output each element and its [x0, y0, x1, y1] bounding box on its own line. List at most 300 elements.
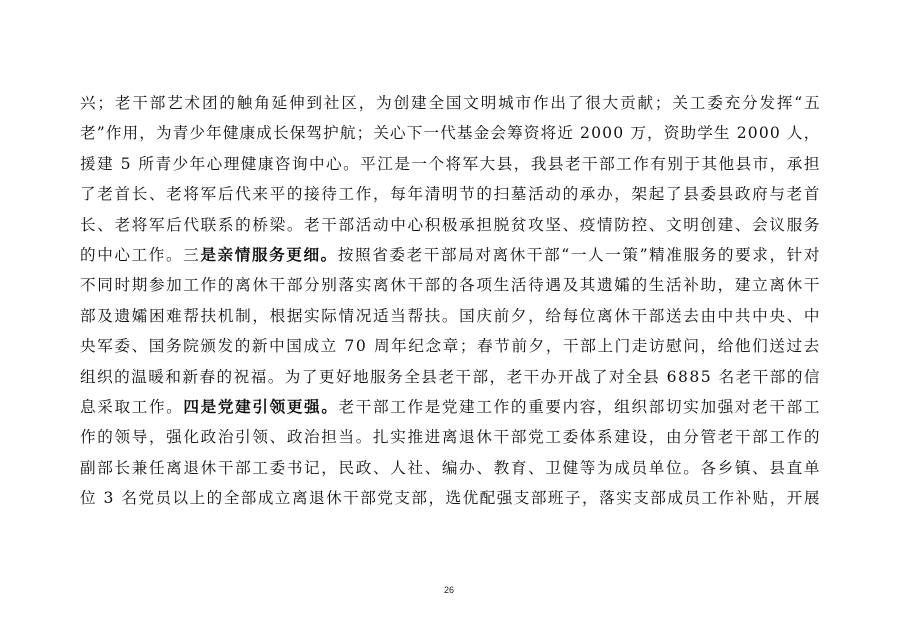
- text-char: 、: [97, 215, 114, 234]
- text-char: 对: [608, 367, 625, 386]
- text-char: 干: [269, 276, 286, 295]
- text-char: 退: [309, 489, 325, 508]
- text-char: 基: [456, 124, 473, 143]
- text-char: 、: [148, 185, 165, 204]
- text-char: ，: [597, 397, 613, 416]
- text-char: 老: [735, 367, 752, 386]
- text-char: 领: [252, 428, 269, 447]
- text-char: ”: [96, 124, 105, 143]
- text-char: 干: [343, 489, 359, 508]
- text-char: 。: [165, 245, 182, 264]
- text-char: 国: [148, 337, 165, 356]
- text-char: 送: [665, 306, 682, 325]
- text-char: 管: [700, 428, 717, 447]
- text-char: 健: [222, 124, 239, 143]
- text-char: 办: [540, 367, 557, 386]
- text-char: 学: [697, 124, 713, 143]
- text-char: 困: [148, 306, 165, 325]
- text-char: 脱: [493, 215, 510, 234]
- text-char: 个: [428, 154, 445, 173]
- text-char: 配: [479, 489, 496, 508]
- text-char: 工: [183, 276, 200, 295]
- text-char: 会: [490, 124, 507, 143]
- text-char: 成: [667, 489, 684, 508]
- text-char: 部: [97, 458, 114, 477]
- text-char: 充: [724, 94, 741, 112]
- text-char: 国: [445, 94, 462, 112]
- text-char: 福: [250, 367, 267, 386]
- text-char: 文: [463, 94, 480, 112]
- text-char: 平: [360, 154, 376, 173]
- text-char: 梁: [269, 215, 286, 234]
- text-char: 、: [476, 458, 493, 477]
- text-char: 出: [550, 94, 567, 112]
- text-char: 将: [540, 124, 557, 143]
- text-char: 攻: [528, 215, 544, 234]
- text-char: 府: [752, 185, 768, 204]
- text-char: 加: [700, 397, 717, 416]
- text-char: 扫: [493, 185, 510, 204]
- text-char: 况: [355, 306, 372, 325]
- text-char: 、: [528, 458, 544, 477]
- text-char: 5: [120, 154, 131, 173]
- text-char: 兴: [80, 94, 96, 112]
- text-char: 心: [326, 154, 342, 173]
- text-char: 位: [579, 306, 596, 325]
- text-char: 发: [759, 94, 776, 112]
- text-char: 政: [286, 428, 303, 447]
- text-char: 离: [492, 245, 509, 264]
- text-char: 扎: [372, 428, 389, 447]
- text-char: 、: [752, 458, 768, 477]
- text-char: 分: [683, 428, 699, 447]
- text-char: [132, 149, 137, 179]
- text-char: 文: [665, 215, 682, 234]
- text-char: 工: [390, 397, 407, 416]
- text-char: 由: [700, 306, 717, 325]
- text-char: 中: [390, 215, 407, 234]
- text-char: 控: [631, 215, 648, 234]
- text-char: 坚: [545, 215, 562, 234]
- text-char: 工: [131, 397, 148, 416]
- text-char: 平: [269, 185, 286, 204]
- text-char: 去: [683, 306, 699, 325]
- text-char: 子: [564, 489, 581, 508]
- text-char: 前: [493, 306, 510, 325]
- text-line: [80, 362, 820, 392]
- text-char: 创: [393, 94, 410, 112]
- text-char: 温: [131, 367, 147, 386]
- text-char: 青: [155, 154, 172, 173]
- text-char: 于: [684, 154, 701, 173]
- text-char: 将: [183, 185, 200, 204]
- text-char: 议: [769, 215, 786, 234]
- bold-char: 四: [183, 396, 200, 416]
- text-char: 对: [475, 245, 492, 264]
- text-char: 工: [616, 154, 632, 173]
- text-char: 动: [545, 185, 562, 204]
- text-char: 护: [323, 124, 339, 143]
- text-char: 极: [441, 215, 458, 234]
- text-char: ，: [614, 185, 631, 204]
- text-char: 休: [200, 458, 217, 477]
- text-char: 领: [114, 428, 131, 447]
- text-char: 很: [585, 94, 602, 112]
- text-char: 团: [201, 94, 218, 112]
- text-char: 县: [717, 185, 734, 204]
- text-char: 分: [742, 94, 758, 112]
- text-char: 位: [665, 458, 682, 477]
- text-char: ，: [700, 337, 717, 356]
- text-char: 照: [355, 245, 371, 264]
- text-char: 市: [752, 154, 769, 173]
- text-char: 春: [477, 337, 493, 356]
- text-char: 老: [786, 185, 803, 204]
- text-char: 后: [166, 215, 182, 234]
- text-char: 息: [80, 397, 96, 416]
- text-char: 承: [459, 215, 475, 234]
- text-char: 卫: [545, 458, 562, 477]
- text-char: 重: [528, 397, 544, 416]
- text-char: 艺: [167, 94, 183, 112]
- text-char: 所: [138, 154, 155, 173]
- text-char: 建: [614, 428, 631, 447]
- text-char: 织: [631, 397, 648, 416]
- text-char: 当: [338, 428, 355, 447]
- text-char: 给: [545, 306, 562, 325]
- text-char: 对: [734, 397, 751, 416]
- text-char: 给: [717, 337, 734, 356]
- text-char: 的: [114, 367, 130, 386]
- text-char: 采: [97, 397, 114, 416]
- text-char: 干: [752, 367, 769, 386]
- text-char: 工: [131, 245, 148, 264]
- text-char: 、: [424, 458, 441, 477]
- text-char: 中: [269, 337, 285, 356]
- text-char: 离: [291, 489, 308, 508]
- text-char: 书: [286, 458, 303, 477]
- text-char: “: [794, 94, 803, 112]
- text-char: 中: [97, 245, 113, 264]
- text-char: 了: [591, 367, 608, 386]
- text-char: 少: [172, 154, 189, 173]
- text-char: 作: [355, 185, 372, 204]
- text-char: [97, 483, 102, 513]
- text-char: 委: [562, 428, 579, 447]
- text-char: 等: [579, 458, 596, 477]
- text-char: 共: [734, 306, 751, 325]
- text-char: 根: [269, 306, 286, 325]
- text-char: 问: [683, 337, 700, 356]
- text-char: 镇: [734, 458, 751, 477]
- text-char: 到: [306, 94, 323, 112]
- text-char: 人: [588, 245, 604, 264]
- text-char: 内: [562, 397, 579, 416]
- text-char: ，: [372, 185, 389, 204]
- text-char: 乡: [717, 458, 734, 477]
- text-char: 0: [355, 337, 367, 356]
- text-char: 对: [803, 245, 820, 264]
- text-char: 部: [80, 306, 96, 325]
- text-char: 老: [438, 367, 455, 386]
- text-char: 党: [441, 397, 458, 416]
- text-char: 。: [441, 306, 458, 325]
- text-char: 他: [718, 154, 735, 173]
- text-char: 献: [637, 94, 654, 112]
- text-char: 由: [665, 428, 682, 447]
- bold-char: 细: [303, 244, 320, 264]
- text-char: 部: [650, 489, 667, 508]
- text-char: 成: [257, 489, 274, 508]
- text-char: 中: [752, 306, 768, 325]
- text-char: 工: [803, 397, 820, 416]
- text-char: 离: [166, 458, 182, 477]
- text-char: 国: [286, 337, 303, 356]
- text-char: 2: [736, 124, 747, 143]
- text-char: 县: [643, 367, 659, 386]
- text-char: 作: [105, 124, 122, 143]
- text-char: 保: [289, 124, 306, 143]
- text-char: 去: [803, 337, 820, 356]
- text-char: ，: [769, 245, 786, 264]
- text-char: 长: [273, 124, 289, 143]
- text-char: 化: [183, 428, 200, 447]
- text-char: 引: [235, 428, 251, 447]
- text-char: 强: [717, 397, 734, 416]
- text-char: 老: [166, 185, 182, 204]
- text-char: 助: [700, 276, 717, 295]
- text-char: 办: [459, 458, 475, 477]
- text-char: 同: [97, 276, 114, 295]
- text-char: 少: [189, 124, 206, 143]
- text-char: 健: [562, 458, 579, 477]
- text-char: 五: [804, 94, 820, 112]
- text-char: 夕: [528, 337, 545, 356]
- text-char: 生: [648, 276, 665, 295]
- text-char: ，: [582, 489, 598, 508]
- text-char: 休: [476, 428, 493, 447]
- text-char: 作: [532, 94, 549, 112]
- text-char: 地: [353, 367, 369, 386]
- text-char: 担: [476, 215, 493, 234]
- text-char: 术: [184, 94, 201, 112]
- text-char: 走: [631, 337, 648, 356]
- text-char: 员: [631, 458, 648, 477]
- text-char: 长: [80, 215, 96, 234]
- text-char: 各: [700, 458, 717, 477]
- text-char: 过: [786, 337, 803, 356]
- text-char: 区: [341, 94, 358, 112]
- text-char: 角: [254, 94, 271, 112]
- text-char: ，: [513, 154, 530, 173]
- text-line: [80, 392, 820, 422]
- text-char: 明: [683, 215, 699, 234]
- text-char: 期: [131, 276, 148, 295]
- text-char: 、: [648, 215, 665, 234]
- text-char: 按: [337, 245, 354, 264]
- text-char: 央: [80, 337, 96, 356]
- text-char: 系: [217, 215, 234, 234]
- text-char: 容: [579, 397, 596, 416]
- text-char: 上: [189, 489, 206, 508]
- text-char: 直: [786, 458, 803, 477]
- text-char: 送: [769, 337, 786, 356]
- text-char: ，: [252, 306, 269, 325]
- text-char: 们: [752, 337, 768, 356]
- text-char: 实: [304, 306, 320, 325]
- text-char: 员: [155, 489, 172, 508]
- text-char: 念: [425, 337, 442, 356]
- text-char: 支: [513, 489, 530, 508]
- text-char: 老: [506, 367, 523, 386]
- bold-char: 领: [269, 396, 286, 416]
- text-char: 县: [735, 154, 752, 173]
- text-char: 、: [734, 215, 751, 234]
- text-char: ；: [459, 337, 476, 356]
- text-char: 的: [476, 185, 493, 204]
- text-char: 工: [769, 428, 786, 447]
- text-char: 政: [200, 428, 217, 447]
- text-char: 信: [803, 367, 820, 386]
- text-char: 8: [677, 367, 689, 386]
- text-char: 情: [597, 215, 613, 234]
- text-char: 军: [200, 185, 217, 204]
- text-char: 加: [166, 276, 182, 295]
- text-char: 优: [462, 489, 479, 508]
- text-char: 全: [223, 489, 240, 508]
- text-char: 。: [355, 428, 372, 447]
- text-char: 门: [614, 337, 631, 356]
- text-char: 动: [372, 215, 389, 234]
- text-char: 名: [121, 489, 138, 508]
- text-char: 战: [574, 367, 591, 386]
- text-char: 全: [404, 367, 420, 386]
- text-char: 的: [562, 185, 579, 204]
- text-char: 老: [304, 215, 320, 234]
- text-char: 的: [217, 276, 234, 295]
- text-char: 的: [286, 185, 303, 204]
- text-char: 际: [321, 306, 338, 325]
- text-char: 实: [616, 489, 632, 508]
- text-char: 情: [338, 306, 355, 325]
- text-char: 康: [239, 124, 256, 143]
- bold-char: 。: [321, 396, 338, 416]
- text-char: [712, 362, 717, 392]
- text-char: 离: [441, 428, 458, 447]
- text-char: 为: [376, 94, 392, 112]
- text-char: 干: [769, 397, 786, 416]
- text-char: 理: [223, 154, 240, 173]
- text-char: 强: [166, 428, 182, 447]
- text-char: 部: [411, 489, 428, 508]
- text-line: [80, 149, 820, 179]
- text-char: 三: [183, 245, 199, 264]
- text-char: 触: [236, 94, 253, 112]
- text-char: 老: [80, 124, 96, 143]
- text-char: 援: [80, 154, 96, 173]
- text-char: 县: [683, 185, 699, 204]
- text-char: 来: [252, 185, 269, 204]
- text-char: ，: [769, 489, 786, 508]
- text-char: 开: [786, 489, 803, 508]
- bold-char: 引: [252, 396, 269, 416]
- text-char: 干: [631, 306, 648, 325]
- text-char: 扶: [200, 306, 217, 325]
- text-char: 用: [122, 124, 139, 143]
- text-char: 社: [407, 458, 424, 477]
- text-char: 分: [304, 276, 320, 295]
- text-char: 心: [114, 245, 131, 264]
- text-char: 承: [579, 185, 596, 204]
- text-line: [80, 270, 820, 300]
- text-char: 贫: [510, 215, 527, 234]
- text-char: ；: [97, 94, 114, 112]
- text-char: [574, 118, 579, 148]
- text-char: 部: [372, 397, 389, 416]
- text-char: 不: [80, 276, 96, 295]
- text-char: 准: [666, 245, 683, 264]
- text-char: 作: [718, 489, 735, 508]
- bold-char: 是: [200, 244, 217, 264]
- bold-char: 是: [200, 396, 217, 416]
- bold-char: 亲: [217, 244, 234, 264]
- text-char: 老: [406, 245, 423, 264]
- text-char: 关: [672, 94, 689, 112]
- text-char: ，: [428, 489, 445, 508]
- text-char: 防: [614, 215, 631, 234]
- text-char: 、: [786, 306, 803, 325]
- text-char: [731, 118, 736, 148]
- text-char: 委: [114, 337, 131, 356]
- text-char: 的: [216, 367, 233, 386]
- text-char: [115, 483, 120, 513]
- text-char: 其: [579, 276, 596, 295]
- text-char: 发: [217, 337, 234, 356]
- text-char: 一: [605, 245, 621, 264]
- text-char: 首: [114, 185, 131, 204]
- text-char: 补: [683, 276, 699, 295]
- text-char: 员: [684, 489, 701, 508]
- text-line: [80, 331, 820, 361]
- text-char: 社: [323, 94, 340, 112]
- text-line: [80, 118, 820, 148]
- text-char: 5: [700, 367, 711, 386]
- text-char: 工: [476, 397, 493, 416]
- text-char: 院: [183, 337, 199, 356]
- text-char: 务: [700, 245, 717, 264]
- text-char: 庆: [476, 306, 493, 325]
- text-char: 夕: [510, 306, 527, 325]
- text-char: 中: [717, 306, 734, 325]
- text-char: 作: [148, 245, 165, 264]
- text-char: 强: [496, 489, 513, 508]
- text-char: 是: [424, 397, 441, 416]
- text-char: 县: [547, 154, 564, 173]
- text-char: 休: [509, 245, 526, 264]
- text-char: 及: [562, 276, 579, 295]
- text-char: 每: [562, 306, 579, 325]
- text-char: 联: [200, 215, 217, 234]
- text-char: 服: [370, 367, 386, 386]
- text-char: 助: [680, 124, 697, 143]
- text-char: 长: [131, 185, 148, 204]
- text-char: 纪: [408, 337, 425, 356]
- text-char: 、: [131, 337, 148, 356]
- text-char: 部: [580, 337, 597, 356]
- text-char: 0: [758, 124, 769, 143]
- text-char: [338, 331, 343, 361]
- text-char: 当: [390, 306, 407, 325]
